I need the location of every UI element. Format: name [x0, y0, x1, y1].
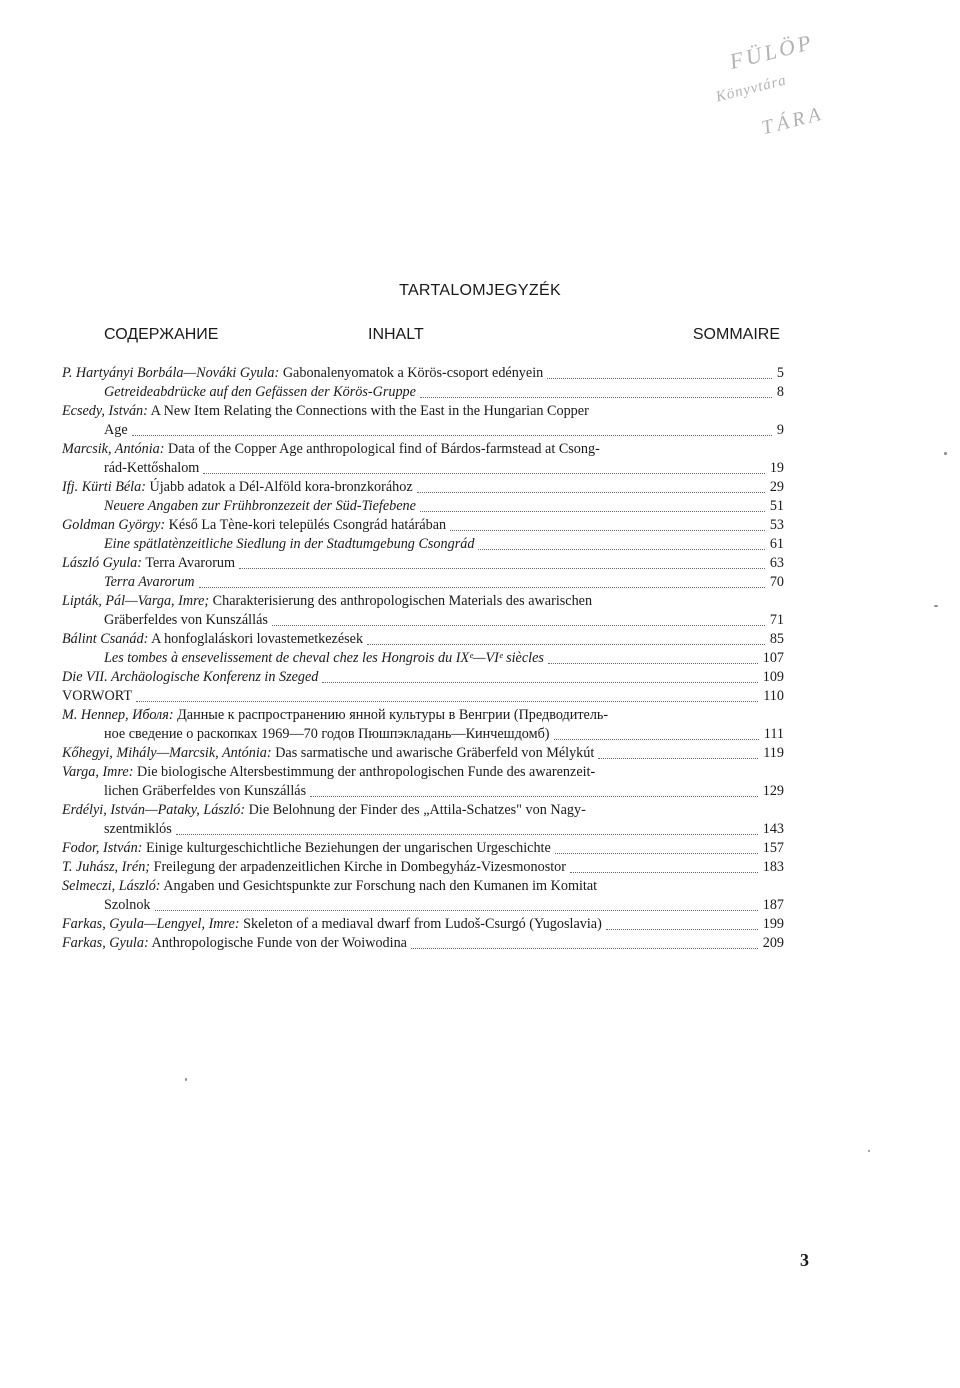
toc-entry-text: [62, 744, 594, 763]
toc-entry-text: [62, 440, 600, 459]
toc-entry: [62, 668, 784, 687]
toc-entry-text: [62, 668, 318, 687]
dot-leader: [272, 625, 765, 626]
toc-entry-title: Die Belohnung der Finder des „Attila-Schatzes" von Nagy-: [248, 802, 586, 818]
toc-entry-author: Fodor, István:: [62, 840, 143, 856]
toc-entry-page: 107: [762, 650, 784, 666]
toc-entry-text: [62, 516, 446, 535]
toc-entry-text: [104, 535, 474, 554]
toc-entry-line: [62, 839, 784, 858]
toc-entry-text: [62, 801, 586, 820]
toc-entry-line: [62, 440, 784, 459]
toc-entry-continuation: [62, 421, 784, 440]
subheading-german: INHALT: [368, 326, 424, 343]
dot-leader: [239, 568, 765, 569]
toc-entry-line: [62, 706, 784, 725]
toc-entry-line: [62, 763, 784, 782]
toc-entry-author: Selmeczi, László:: [62, 878, 161, 894]
dot-leader: [555, 853, 758, 854]
dot-leader: [420, 511, 765, 512]
toc-entry-page: 85: [769, 631, 784, 647]
scan-speck: [868, 1150, 870, 1152]
toc-entry-line: [62, 573, 784, 592]
dot-leader: [136, 701, 758, 702]
toc-entry-title: Getreideabdrücke auf den Gefässen der Körös-Gruppe: [104, 384, 416, 400]
toc-entry: [62, 497, 784, 516]
toc-entry-line: [62, 364, 784, 383]
toc-entry-author: Erdélyi, István—Pataky, László:: [62, 802, 246, 818]
toc-entry-title: Skeleton of a mediaval dwarf from Ludoš-Csurgó (Yugoslavia): [243, 916, 602, 932]
dot-leader: [547, 378, 772, 379]
toc-entry-title: Данные к распространению янной культуры в Венгрии (Предводитель-: [177, 707, 609, 723]
toc-entry-title: Charakterisierung des anthropologischen Materials des awarischen: [212, 593, 593, 609]
toc-entry-line: [62, 516, 784, 535]
toc-entry-line: [62, 668, 784, 687]
toc-entry-text: [62, 934, 407, 953]
toc-entry-line: [62, 535, 784, 554]
toc-entry-author: Farkas, Gyula:: [62, 935, 149, 951]
page-title: TARTALOMJEGYZÉK: [399, 282, 561, 299]
toc-entry-page: 111: [763, 726, 784, 742]
toc-entry-page: 53: [769, 517, 784, 533]
toc-entry-text: [62, 839, 551, 858]
toc-entry-author: Goldman György:: [62, 517, 166, 533]
toc-entry-page: 71: [769, 612, 784, 628]
toc-entry-line: [62, 497, 784, 516]
toc-entry-line: [62, 649, 784, 668]
stamp-line-2: Könyvtára: [714, 72, 789, 106]
toc-entry-text: [62, 858, 566, 877]
toc-entry-text: [104, 649, 544, 668]
dot-leader: [367, 644, 765, 645]
toc-entry-text: [104, 573, 195, 592]
dot-leader: [548, 663, 758, 664]
toc-entry-title: Data of the Copper Age anthropological find of Bárdos-farmstead at Csong-: [168, 441, 600, 457]
toc-entry-author: Lipták, Pál—Varga, Imre;: [62, 593, 210, 609]
toc-entry-continuation: [62, 782, 784, 801]
toc-entry-author: P. Hartyányi Borbála—Nováki Gyula:: [62, 365, 280, 381]
toc-entry-title: A New Item Relating the Connections with the East in the Hungarian Copper: [150, 403, 589, 419]
toc-entry: [62, 744, 784, 763]
stamp-line-1: FÜLÖP: [726, 28, 817, 74]
toc-entry-page: 187: [762, 897, 784, 913]
toc-entry-page: 63: [769, 555, 784, 571]
scan-speck: [944, 452, 947, 455]
toc-entry-line: [62, 554, 784, 573]
toc-entry-author: Bálint Csanád:: [62, 631, 149, 647]
toc-entry-text: [62, 554, 235, 573]
toc-entry-text: [62, 592, 592, 611]
toc-entry: [62, 535, 784, 554]
toc-entry-page: 143: [762, 821, 784, 837]
toc-entry-title: A honfoglaláskori lovastemetkezések: [151, 631, 364, 647]
toc-entry: [62, 858, 784, 877]
toc-entry-title: Angaben und Gesichtspunkte zur Forschung nach den Kumanen im Komitat: [163, 878, 598, 894]
toc-entry: [62, 877, 784, 915]
toc-entry-author: Marcsik, Antónia:: [62, 441, 165, 457]
toc-entry-title: Késő La Tène-kori település Csongrád határában: [168, 517, 447, 533]
toc-entry-title: Die VII. Archäologische Konferenz in Szeged: [62, 669, 319, 685]
dot-leader: [478, 549, 764, 550]
toc-entry-title: Neuere Angaben zur Frühbronzezeit der Süd-Tiefebene: [104, 498, 416, 514]
toc-entry-text: [62, 706, 608, 725]
dot-leader: [411, 948, 758, 949]
toc-entry-author: T. Juhász, Irén;: [62, 859, 151, 875]
toc-entry-page: 157: [762, 840, 784, 856]
toc-entry: [62, 516, 784, 535]
toc-entry-title-continued: rád-Kettőshalom: [104, 460, 200, 476]
toc-entry-text: [62, 364, 543, 383]
toc-entry-title: Újabb adatok a Dél-Alföld kora-bronzkorához: [149, 479, 413, 495]
dot-leader: [570, 872, 758, 873]
toc-entry-title-continued: Gräberfeldes von Kunszállás: [104, 612, 268, 628]
scan-speck: [934, 605, 938, 607]
toc-entry-text: [104, 383, 416, 402]
toc-entry-title: Terra Avarorum: [104, 574, 195, 590]
toc-entry-line: [62, 592, 784, 611]
toc-entry-page: 5: [776, 365, 784, 381]
subheading-russian: СОДЕРЖАНИЕ: [104, 326, 219, 343]
toc-entry-line: [62, 915, 784, 934]
toc-entry: [62, 592, 784, 630]
toc-entry-author: Ecsedy, István:: [62, 403, 148, 419]
toc-entry-title: Les tombes à ensevelissement de cheval chez les Hongrois du IXᵉ—VIᵉ siècles: [104, 650, 544, 666]
toc-entry-page: 199: [762, 916, 784, 932]
toc-entry: [62, 839, 784, 858]
toc-entry-text: [62, 877, 597, 896]
dot-leader: [450, 530, 765, 531]
toc-entry: [62, 706, 784, 744]
toc-entry-title-continued: Szolnok: [104, 897, 151, 913]
toc-entry-text: [62, 630, 363, 649]
toc-entry-title: Freilegung der arpadenzeitlichen Kirche in Dombegyház-Vizesmonostor: [153, 859, 566, 875]
toc-entry-continuation: [62, 896, 784, 915]
dot-leader: [176, 834, 758, 835]
toc-entry-title: Anthropologische Funde von der Woiwodina: [151, 935, 407, 951]
toc-entry: [62, 649, 784, 668]
toc-entry-line: [62, 801, 784, 820]
toc-entry-line: [62, 383, 784, 402]
toc-entry-line: [62, 630, 784, 649]
toc-entry-line: [62, 478, 784, 497]
toc-entry-line: [62, 934, 784, 953]
toc-entry-page: 29: [769, 479, 784, 495]
stamp-line-3: TÁRA: [759, 102, 827, 140]
toc-entry: [62, 630, 784, 649]
toc-entry: [62, 763, 784, 801]
toc-entry-line: [62, 877, 784, 896]
toc-entry-title: Gabonalenyomatok a Körös-csoport edényein: [282, 365, 544, 381]
toc-entry-line: [62, 687, 784, 706]
toc-entry-text: [104, 497, 416, 516]
toc-entry-title: Das sarmatische und awarische Gräberfeld von Mélykút: [275, 745, 595, 761]
toc-entry-page: 9: [776, 422, 784, 438]
table-of-contents: [62, 364, 784, 953]
toc-entry-author: Farkas, Gyula—Lengyel, Imre:: [62, 916, 240, 932]
dot-leader: [199, 587, 765, 588]
toc-entry-author: M. Hennep, Иболя:: [62, 707, 174, 723]
dot-leader: [598, 758, 758, 759]
toc-entry-title-continued: ное сведение о раскопках 1969—70 годов Пюшпэкладань—Кинчешдомб): [104, 726, 550, 742]
dot-leader: [322, 682, 757, 683]
toc-entry-title: Die biologische Altersbestimmung der anthropologischen Funde des awarenzeit-: [137, 764, 596, 780]
toc-entry-title-continued: szentmiklós: [104, 821, 172, 837]
toc-entry-title: VORWORT: [62, 688, 133, 704]
scan-speck: [185, 1078, 187, 1081]
toc-entry-page: 119: [763, 745, 784, 761]
toc-entry: [62, 554, 784, 573]
toc-entry-page: 8: [776, 384, 784, 400]
dot-leader: [203, 473, 764, 474]
toc-entry: [62, 915, 784, 934]
toc-entry-continuation: [62, 611, 784, 630]
library-stamp: [675, 0, 920, 194]
toc-entry-author: Ifj. Kürti Béla:: [62, 479, 146, 495]
page-number: 3: [800, 1250, 809, 1270]
toc-entry-text: [62, 763, 595, 782]
toc-entry-text: [62, 687, 132, 706]
toc-entry-page: 183: [762, 859, 784, 875]
toc-entry-page: 19: [769, 460, 784, 476]
toc-entry-title-continued: lichen Gräberfeldes von Kunszállás: [104, 783, 307, 799]
toc-entry-title: Eine spätlatènzeitliche Siedlung in der Stadtumgebung Csongrád: [104, 536, 475, 552]
toc-entry-continuation: [62, 820, 784, 839]
dot-leader: [310, 796, 758, 797]
toc-entry: [62, 440, 784, 478]
toc-entry-continuation: [62, 725, 784, 744]
dot-leader: [554, 739, 759, 740]
toc-entry: [62, 573, 784, 592]
dot-leader: [417, 492, 765, 493]
toc-entry-page: 129: [762, 783, 784, 799]
dot-leader: [132, 435, 772, 436]
toc-entry-title: Terra Avarorum: [145, 555, 236, 571]
toc-entry: [62, 383, 784, 402]
toc-entry: [62, 801, 784, 839]
toc-entry-author: Kőhegyi, Mihály—Marcsik, Antónia:: [62, 745, 272, 761]
toc-entry-page: 109: [762, 669, 784, 685]
toc-entry-author: Varga, Imre:: [62, 764, 134, 780]
toc-entry-line: [62, 858, 784, 877]
toc-entry: [62, 934, 784, 953]
toc-entry: [62, 478, 784, 497]
toc-entry-text: [62, 915, 602, 934]
toc-entry-title-continued: Age: [104, 422, 128, 438]
toc-entry-line: [62, 744, 784, 763]
toc-entry-page: 110: [763, 688, 784, 704]
toc-entry-line: [62, 402, 784, 421]
toc-entry-page: 61: [769, 536, 784, 552]
toc-entry-page: 209: [762, 935, 784, 951]
toc-entry: [62, 364, 784, 383]
toc-entry-text: [62, 402, 589, 421]
toc-entry: [62, 687, 784, 706]
toc-entry: [62, 402, 784, 440]
dot-leader: [420, 397, 772, 398]
toc-entry-title: Einige kulturgeschichtliche Beziehungen der ungarischen Urgeschichte: [145, 840, 551, 856]
toc-entry-continuation: [62, 459, 784, 478]
dot-leader: [606, 929, 758, 930]
toc-entry-page: 51: [769, 498, 784, 514]
toc-entry-author: László Gyula:: [62, 555, 143, 571]
toc-entry-text: [62, 478, 413, 497]
dot-leader: [155, 910, 758, 911]
toc-entry-page: 70: [769, 574, 784, 590]
subheading-french: SOMMAIRE: [692, 326, 780, 343]
